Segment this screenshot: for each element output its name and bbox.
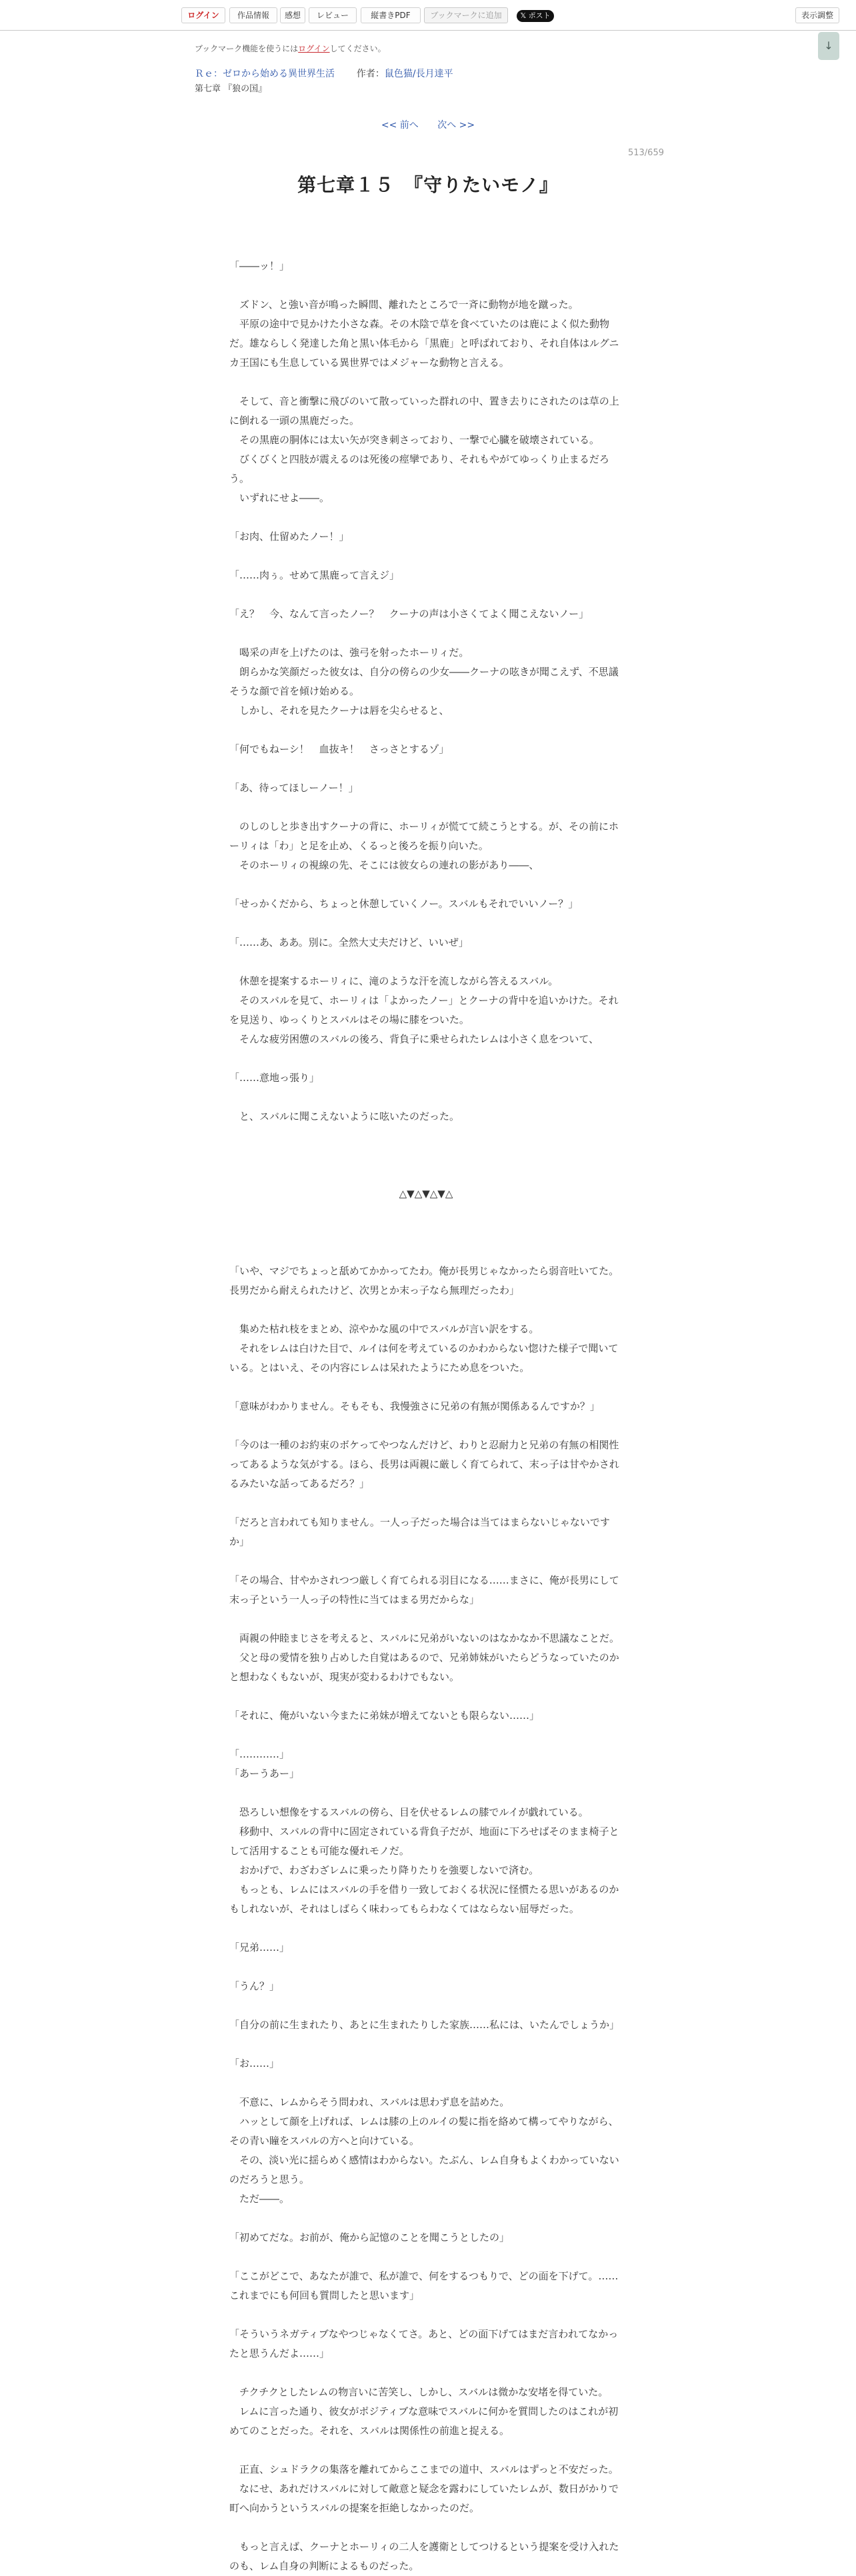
author-link[interactable]: 鼠色猫/長月達平: [384, 69, 453, 79]
series-info: [195, 67, 453, 80]
body-paragraph: [229, 1088, 623, 1107]
body-paragraph: [229, 2441, 623, 2460]
novel-body: [229, 257, 623, 2576]
body-paragraph: 「うん？」: [229, 1980, 280, 1992]
body-paragraph: [229, 1204, 623, 1223]
body-paragraph: チクチクとしたレムの物言いに苦笑し、しかし、スバルは微かな安堵を得ていた。: [229, 2386, 609, 2398]
author-label: 作者：: [356, 69, 385, 79]
body-paragraph: [229, 1165, 623, 1184]
prev-page-link[interactable]: << 前へ: [381, 120, 419, 131]
body-paragraph: おかげで、わざわざレムに乗ったり降りたりを強要しないで済む。: [229, 1864, 539, 1876]
notice-suffix: してください。: [329, 44, 386, 53]
body-paragraph: [229, 1784, 623, 1803]
body-paragraph: [229, 798, 623, 817]
body-paragraph: [229, 952, 623, 972]
add-bookmark-button[interactable]: ブックマークに追加: [424, 7, 508, 23]
body-paragraph: 「お……」: [229, 2057, 280, 2069]
body-paragraph: 「あーうあー」: [229, 1768, 300, 1780]
body-paragraph: [229, 1957, 623, 1977]
body-paragraph: [229, 2518, 623, 2537]
body-paragraph: [229, 508, 623, 527]
body-paragraph: [229, 1919, 623, 1938]
body-paragraph: 「ここがどこで、あなたが誰で、私が誰で、何をするつもりで、どの面を下げて。……これまでにも何回も質問したと思います」: [229, 2270, 619, 2301]
body-paragraph: 「え？ 今、なんて言ったノー？ クーナの声は小さくてよく聞こえないノー」: [229, 608, 589, 620]
body-paragraph: 「いや、マジでちょっと舐めてかかってたわ。俺が長男じゃなかったら弱音吐いてた。長男だから耐えられたけど、次男とか末っ子なら無理だったわ」: [229, 1265, 619, 1296]
body-paragraph: 父と母の愛情を独り占めした自覚はあるので、兄弟姉妹がいたらどうなっていたのかと想わなくもないが、現実が変わるわけでもない。: [229, 1652, 619, 1683]
body-paragraph: [229, 2073, 623, 2093]
review-button[interactable]: レビュー: [309, 7, 357, 23]
page-count: 513/659: [627, 148, 664, 158]
chapter-title: 第七章 『狼の国』: [195, 84, 267, 94]
body-paragraph: しかし、それを見たクーナは唇を尖らせると、: [229, 704, 449, 716]
body-paragraph: ただ――。: [229, 2193, 290, 2205]
display-settings-button[interactable]: 表示調整: [795, 7, 839, 23]
body-paragraph: [229, 1726, 623, 1745]
body-paragraph: そのホーリィの視線の先、そこには彼女らの連れの影があり――、: [229, 859, 539, 871]
body-paragraph: ハッとして顔を上げれば、レムは膝の上のルイの髪に指を絡めて構ってやりながら、その青い瞳をスバルの方へと向けている。: [229, 2115, 619, 2147]
body-paragraph: 平原の途中で見かけた小さな森。その木陰で草を食べていたのは鹿によく似た動物だ。雄ならしく発達した角と黒い体毛から「黒鹿」と呼ばれており、それ自体はルグニカ王国にも生息している異世界ではメジャーな動物と言える。: [229, 318, 619, 369]
body-paragraph: 「だろと言われても知りません。一人っ子だった場合は当てはまらないじゃないですか」: [229, 1516, 610, 1548]
body-paragraph: 「自分の前に生まれたり、あとに生まれたりした家族……私には、いたんでしょうか」: [229, 2019, 620, 2031]
body-paragraph: そして、音と衝撃に飛びのいて散っていった群れの中、置き去りにされたのは草の上に倒れる一頭の黒鹿だった。: [229, 395, 619, 427]
body-paragraph: [229, 1552, 623, 1571]
body-paragraph: 「それに、俺がいない今またに弟妹が増えてないとも限らない……」: [229, 1710, 540, 1722]
body-paragraph: [229, 2305, 623, 2325]
vertical-pdf-button[interactable]: 縦書きPDF: [361, 7, 421, 23]
body-paragraph: ズドン、と強い音が鳴った瞬間、離れたところで一斉に動物が地を蹴った。: [229, 299, 579, 311]
scroll-button[interactable]: [818, 32, 839, 60]
body-paragraph: 「お肉、仕留めたノー！」: [229, 531, 349, 543]
body-paragraph: [229, 585, 623, 605]
body-paragraph: のしのしと歩き出すクーナの背に、ホーリィが慌てて続こうとする。が、その前にホーリィは「わ」と足を止め、くるっと後ろを振り向いた。: [229, 820, 619, 852]
body-paragraph: いずれにせよ――。: [229, 492, 330, 504]
body-paragraph: 両親の仲睦まじさを考えると、スバルに兄弟がいないのはなかなか不思議なことだ。: [229, 1632, 620, 1644]
body-paragraph: [229, 1494, 623, 1513]
body-paragraph: [229, 2363, 623, 2383]
body-paragraph: 集めた枯れ枝をまとめ、涼やかな風の中でスバルが言い訳をする。: [229, 1323, 539, 1335]
body-paragraph: [229, 914, 623, 933]
body-paragraph: [229, 1242, 623, 1262]
body-paragraph: 「初めてだな。お前が、俺から記憶のことを聞こうとしたの」: [229, 2231, 510, 2243]
body-paragraph: [229, 624, 623, 643]
series-title-link[interactable]: Ｒｅ：ゼロから始める異世界生活: [195, 69, 335, 79]
body-paragraph: 「その場合、甘やかされつつ厳しく育てられる羽目になる……まさに、俺が長男にして末っ子という一人っ子の特性に当てはまる男だからな」: [229, 1574, 619, 1606]
body-paragraph: [229, 276, 623, 295]
body-paragraph: [229, 1049, 623, 1068]
body-paragraph: [229, 1300, 623, 1320]
body-paragraph: [229, 2035, 623, 2054]
body-paragraph: [229, 759, 623, 778]
body-paragraph: [229, 1996, 623, 2015]
body-paragraph: 「あ、待ってほしーノー！」: [229, 782, 359, 794]
body-paragraph: 朗らかな笑顔だった彼女は、自分の傍らの少女――クーナの呟きが聞こえず、不思議そうな顔で首を傾け始める。: [229, 666, 619, 697]
body-paragraph: 正直、シュドラクの集落を離れてからここまでの道中、スバルはずっと不安だった。: [229, 2463, 619, 2475]
body-paragraph: なにせ、あれだけスバルに対して敵意と疑念を露わにしていたレムが、数日がかりで町へ向かうというスバルの提案を拒絶しなかったのだ。: [229, 2483, 619, 2514]
body-paragraph: 「今のは一種のお約束のボケってやつなんだけど、わりと忍耐力と兄弟の有無の相関性ってあるような気がする。ほら、長男は両親に厳しく育てられて、末っ子は甘やかされるみたいな話ってあるだろ？」: [229, 1439, 619, 1490]
body-paragraph: もっとも、レムにはスバルの手を借り一致しておくる状況に怪慣たる思いがあるのかもしれないが、それはしばらく味わってもらわなくてはならない屈辱だった。: [229, 1884, 619, 1915]
body-paragraph: 「……肉ぅ。せめて黒鹿って言えジ」: [229, 569, 400, 581]
body-paragraph: △▼△▼△▼△: [399, 1188, 453, 1200]
pager-top: [0, 118, 856, 131]
body-paragraph: びくびくと四肢が震えるのは死後の痙攣であり、それもやがてゆっくり止まるだろう。: [229, 453, 609, 485]
body-paragraph: 「兄弟……」: [229, 1941, 290, 1953]
body-paragraph: [229, 1223, 623, 1242]
body-paragraph: [229, 1378, 623, 1397]
body-paragraph: [229, 2247, 623, 2267]
body-paragraph: そんな疲労困憊のスバルの後ろ、背負子に乗せられたレムは小さく息をついて、: [229, 1033, 599, 1045]
body-paragraph: 「そういうネガティブなやつじゃなくてさ。あと、どの面下げてはまだ言われてなかったと思うんだよ……」: [229, 2328, 619, 2359]
body-paragraph: 「……あ、ああ。別に。全然大丈夫だけど、いいぜ」: [229, 936, 469, 948]
login-button[interactable]: ログイン: [181, 7, 225, 23]
notice-prefix: ブックマーク機能を使うには: [195, 44, 299, 53]
body-paragraph: 不意に、レムからそう問われ、スバルは思わず息を詰めた。: [229, 2096, 510, 2108]
impressions-button[interactable]: 感想: [280, 7, 305, 23]
body-paragraph: [229, 1687, 623, 1706]
body-paragraph: もっと言えば、クーナとホーリィの二人を護衛としてつけるという提案を受け入れたのも、レム自身の判断によるものだった。: [229, 2541, 619, 2572]
body-paragraph: [229, 2209, 623, 2228]
body-paragraph: 「何でもねーシ！ 血抜キ！ さっさとするゾ」: [229, 743, 449, 755]
body-paragraph: そのスバルを見て、ホーリィは「よかったノー」とクーナの背中を追いかけた。それを見送り、ゆっくりとスバルはその場に膝をついた。: [229, 994, 619, 1026]
body-paragraph: [229, 720, 623, 740]
body-paragraph: [229, 373, 623, 392]
body-paragraph: 恐ろしい想像をするスバルの傍ら、目を伏せるレムの膝でルイが戯れている。: [229, 1806, 589, 1818]
body-paragraph: [229, 1416, 623, 1436]
body-paragraph: [229, 875, 623, 894]
body-paragraph: 「…………」: [229, 1748, 290, 1760]
body-paragraph: レムに言った通り、彼女がポジティブな意味でスバルに何かを質問したのはこれが初めてのことだった。それを、スバルは関係性の前進と捉える。: [229, 2405, 619, 2437]
body-paragraph: [229, 547, 623, 566]
bookmark-login-notice: [195, 43, 386, 54]
body-paragraph: 喝采の声を上げたのは、強弓を射ったホーリィだ。: [229, 646, 469, 658]
top-navigation-bar: [0, 0, 856, 31]
body-paragraph: その黒鹿の胴体には太い矢が突き刺さっており、一撃で心臓を破壊されている。: [229, 434, 600, 446]
body-paragraph: [229, 1610, 623, 1629]
episode-title: 第七章１５ 『守りたいモノ』: [297, 174, 559, 196]
body-paragraph: 「意味がわかりません。そもそも、我慢強さに兄弟の有無が関係あるんですか？」: [229, 1400, 600, 1412]
body-paragraph: 休憩を提案するホーリィに、滝のような汗を流しながら答えるスバル。: [229, 975, 559, 987]
body-paragraph: 「――ッ！」: [229, 260, 290, 272]
x-post-button[interactable]: 𝕏 ポスト: [517, 10, 554, 22]
next-page-link[interactable]: 次へ >>: [437, 120, 475, 131]
body-paragraph: それをレムは白けた目で、ルイは何を考えているのかわからない惚けた様子で聞いている。とはいえ、その内容にレムは呆れたようにため息をついた。: [229, 1342, 619, 1374]
notice-login-link[interactable]: ログイン: [298, 44, 330, 53]
body-paragraph: と、スバルに聞こえないように呟いたのだった。: [229, 1110, 460, 1122]
body-paragraph: その、淡い光に揺らめく感情はわからない。たぶん、レム自身もよくわかっていないのだろうと思う。: [229, 2154, 619, 2185]
body-paragraph: 「せっかくだから、ちょっと休憩していくノー。スバルもそれでいいノー？」: [229, 898, 579, 910]
arrow-down-icon: ↓: [824, 39, 833, 52]
body-paragraph: 「……意地っ張り」: [229, 1072, 320, 1084]
body-paragraph: 移動中、スバルの背中に固定されている背負子だが、地面に下ろせばそのまま椅子として活用することも可能な優れモノだ。: [229, 1826, 619, 1857]
body-paragraph: [229, 1146, 623, 1165]
works-info-button[interactable]: 作品情報: [229, 7, 277, 23]
body-paragraph: [229, 1126, 623, 1146]
